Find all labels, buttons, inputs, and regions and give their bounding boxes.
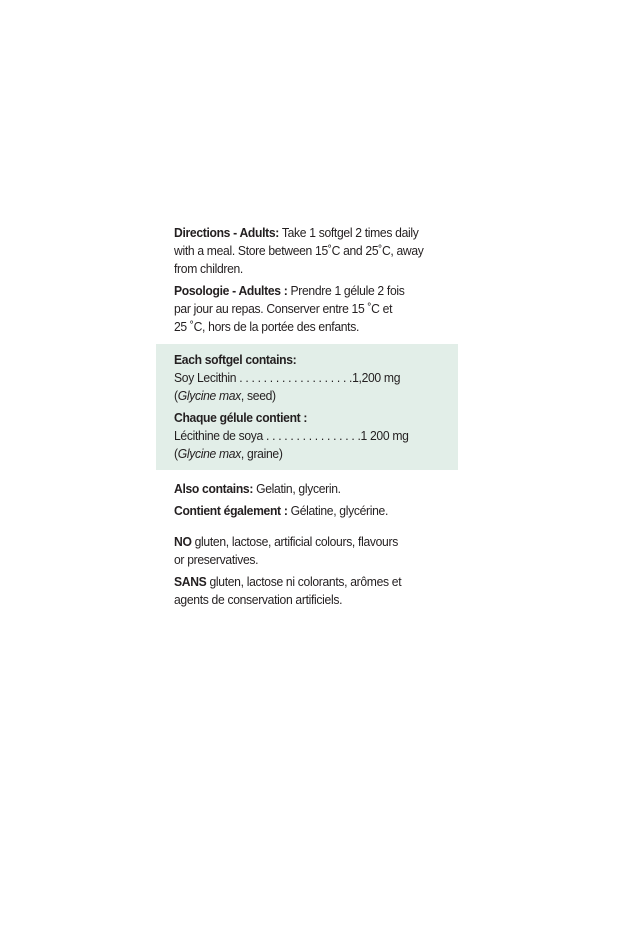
dot-leader: . . . . . . . . . . . . . . . .	[262, 428, 361, 443]
directions-en	[174, 224, 432, 242]
ingredient-name: Lécithine de soya	[174, 428, 263, 443]
ingredient-amount: 1 200 mg	[360, 428, 409, 443]
also-contains-en-text: Gelatin, glycerin.	[253, 481, 341, 496]
paren: (	[174, 446, 178, 461]
directions-fr-text-3: 25 ˚C, hors de la portée des enfants.	[174, 319, 360, 334]
latin-name: Glycine max	[177, 446, 241, 461]
also-contains-section	[174, 480, 432, 520]
directions-en-text: Take 1 softgel 2 times daily	[279, 225, 419, 240]
also-contains-en	[174, 480, 432, 498]
ingredient-row-en	[174, 369, 450, 387]
directions-en-text-3: from children.	[174, 261, 243, 276]
free-from-en-text-2: or preservatives.	[174, 552, 259, 567]
ingredient-amount: 1,200 mg	[352, 370, 401, 385]
also-contains-fr	[174, 502, 432, 520]
also-contains-en-label: Also contains:	[174, 481, 254, 496]
ingredient-source-fr	[174, 445, 450, 463]
directions-section	[174, 224, 432, 336]
ingredient-source-en	[174, 387, 450, 405]
paren: (	[174, 388, 178, 403]
free-from-section	[174, 533, 432, 609]
ingredient-name: Soy Lecithin	[174, 370, 237, 385]
dot-leader: . . . . . . . . . . . . . . . . . . .	[236, 370, 353, 385]
ingredients-content	[174, 351, 450, 463]
directions-fr-label: Posologie - Adultes :	[174, 283, 288, 298]
latin-name: Glycine max	[177, 388, 241, 403]
ingredients-en-heading: Each softgel contains:	[174, 352, 297, 367]
directions-fr-text: Prendre 1 gélule 2 fois	[287, 283, 405, 298]
ingredient-row-fr	[174, 427, 450, 445]
free-from-fr-text-2: agents de conservation artificiels.	[174, 592, 343, 607]
directions-en-label: Directions - Adults:	[174, 225, 280, 240]
also-contains-fr-text: Gélatine, glycérine.	[287, 503, 389, 518]
free-from-fr-text: gluten, lactose ni colorants, arômes et	[206, 574, 402, 589]
also-contains-fr-label: Contient également :	[174, 503, 288, 518]
directions-fr-text-2: par jour au repas. Conserver entre 15 ˚C et	[174, 301, 393, 316]
ingredients-fr-heading: Chaque gélule contient :	[174, 410, 308, 425]
directions-en-text-2: with a meal. Store between 15˚C and 25˚C, away	[174, 243, 424, 258]
free-from-en-label: NO	[174, 534, 192, 549]
source-part: , graine)	[240, 446, 283, 461]
directions-fr	[174, 282, 432, 300]
ingredients-box	[156, 344, 458, 470]
source-part: , seed)	[240, 388, 276, 403]
free-from-fr	[174, 573, 432, 591]
free-from-fr-label: SANS	[174, 574, 207, 589]
free-from-en	[174, 533, 432, 551]
free-from-en-text: gluten, lactose, artificial colours, flavours	[191, 534, 398, 549]
